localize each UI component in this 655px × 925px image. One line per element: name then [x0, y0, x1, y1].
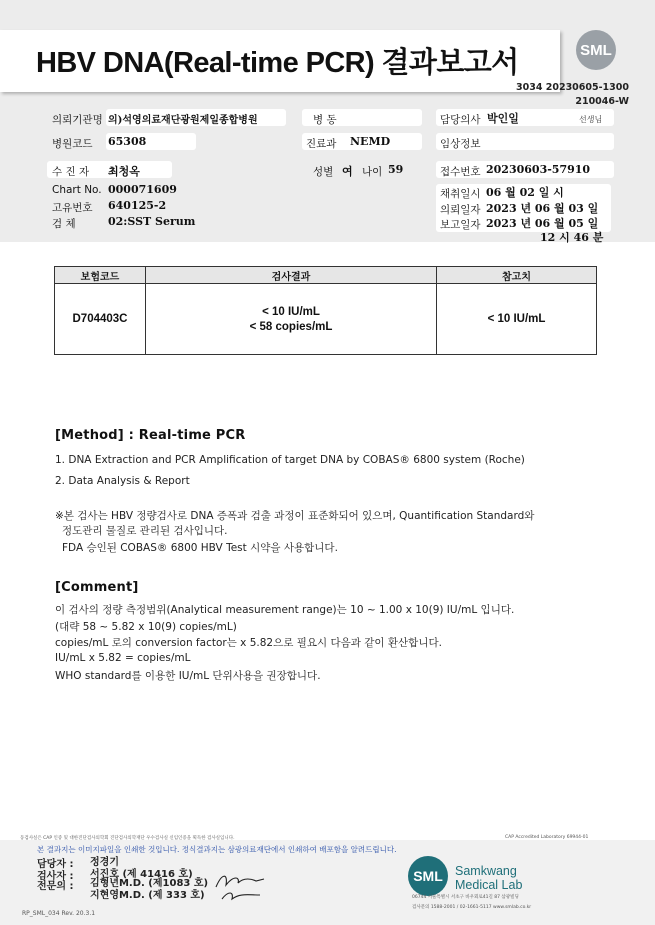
- insurance-code-cell: D704403C: [55, 284, 146, 355]
- institution-value: 의)석영의료재단광원제일종합병원: [108, 115, 258, 126]
- unique-value: 640125-2: [108, 199, 167, 212]
- sml-logo: SML: [576, 30, 616, 70]
- name-value: 최청옥: [108, 165, 140, 178]
- dept-value: NEMD: [350, 135, 391, 148]
- request-label: 의뢰일자: [440, 204, 481, 216]
- staff-role-1: 담당자 :: [37, 859, 74, 870]
- age-label: 나이: [362, 166, 383, 178]
- address-line-2: 검사문의 1588-2001 / 02-1661-5117 www.smlab.co.kr: [412, 905, 532, 910]
- chart-value: 000071609: [108, 183, 177, 196]
- comment-line-3: copies/mL 로의 conversion factor는 x 5.82으로 필요시 다음과 같이 환산합니다.: [55, 637, 442, 649]
- comment-heading: [Comment]: [55, 580, 139, 595]
- print-notice: 본 결과지는 이미지파일을 인쇄한 것입니다. 정식결과지는 삼광의료재단에서 인쇄하여 배포함을 알려드립니다.: [37, 845, 397, 854]
- report-label: 보고일자: [440, 219, 481, 231]
- staff-role-2: 검사자 :: [37, 871, 74, 882]
- method-item-1: 1. DNA Extraction and PCR Amplification of target DNA by COBAS® 6800 system (Roche): [55, 454, 525, 466]
- ward-label: 병 동: [313, 114, 337, 126]
- staff-name-3: 김형년M.D. (제1083 호): [90, 878, 209, 889]
- result-iu: < 10 IU/mL: [262, 305, 320, 318]
- collect-label: 채취일시: [440, 188, 481, 200]
- hospital-code-label: 병원코드: [52, 138, 93, 150]
- age-value: 59: [388, 163, 404, 176]
- specimen-label: 검 체: [52, 218, 76, 230]
- method-heading: [Method] : Real-time PCR: [55, 428, 246, 443]
- method-note-3: FDA 승인된 COBAS® 6800 HBV Test 시약을 사용합니다.: [62, 542, 338, 554]
- dept-label: 진료과: [306, 138, 337, 150]
- staff-name-4: 지현영M.D. (제 333 호): [90, 890, 205, 901]
- method-item-2: 2. Data Analysis & Report: [55, 475, 190, 487]
- brand-line-1: Samkwang: [455, 864, 517, 878]
- brand-logo: SML: [408, 856, 448, 896]
- col-insurance-code: 보험코드: [55, 267, 146, 284]
- request-value: 2023 년 06 월 03 일: [486, 202, 599, 215]
- staff-role-3: 전문의 :: [37, 881, 74, 892]
- sex-label: 성별: [313, 166, 334, 178]
- report-time: 12 시 46 분: [540, 231, 604, 244]
- hospital-code-value: 65308: [108, 135, 147, 148]
- signature-mark: [212, 867, 272, 903]
- unique-label: 고유번호: [52, 202, 93, 214]
- cap-accreditation: CAP Accredited Laboratory 69944-01: [505, 835, 589, 840]
- comment-line-1: 이 검사의 정량 측정범위(Analytical measurement range)는 10 ~ 1.00 x 10(9) IU/mL 입니다.: [55, 604, 515, 616]
- institution-label: 의뢰기관명: [52, 114, 103, 126]
- staff-name-2: 서진호 (제 41416 호): [90, 869, 193, 880]
- comment-line-5: WHO standard를 이용한 IU/mL 단위사용을 권장합니다.: [55, 670, 321, 682]
- collect-value: 06 월 02 일 시: [486, 186, 564, 199]
- address-line-1: 06744 서울특별시 서초구 바우뫼로41길 87 삼광빌딩: [412, 895, 519, 900]
- doc-number-1: 3034 20230605-1300: [515, 82, 629, 93]
- page-title: HBV DNA(Real-time PCR) 결과보고서: [36, 47, 519, 79]
- brand-line-2: Medical Lab: [455, 878, 523, 892]
- comment-line-4: IU/mL x 5.82 = copies/mL: [55, 652, 191, 664]
- clinical-label: 임상정보: [440, 138, 481, 150]
- result-table: [54, 266, 597, 355]
- doctor-label: 담당의사: [440, 114, 481, 126]
- result-copies: < 58 copies/mL: [249, 320, 333, 333]
- table-row: [55, 284, 597, 355]
- staff-name-1: 정경기: [90, 857, 119, 868]
- report-value: 2023 년 06 월 05 일: [486, 217, 599, 230]
- chart-label: Chart No.: [52, 184, 102, 196]
- receipt-label: 접수번호: [440, 166, 481, 178]
- result-cell: [146, 284, 437, 355]
- name-label: 수 진 자: [52, 166, 90, 178]
- receipt-value: 20230603-57910: [486, 163, 591, 176]
- doctor-suffix: 선생님: [579, 115, 603, 124]
- method-note-1: ※본 검사는 HBV 정량검사로 DNA 증폭과 검출 과정이 표준화되어 있으며, Quantification Standard와: [55, 510, 535, 522]
- col-reference: 참고치: [437, 267, 597, 284]
- specimen-value: 02:SST Serum: [108, 215, 196, 228]
- sex-value: 여: [342, 165, 353, 178]
- col-result: 검사결과: [146, 267, 437, 284]
- footer-fine-print: 동검사실은 CAP 인증 및 대한진단검사의학회 진단검사의학재단 우수검사실 신임인증을 획득한 검사실입니다.: [20, 836, 235, 841]
- comment-line-2: (대략 58 ~ 5.82 x 10(9) copies/mL): [55, 621, 237, 633]
- table-header-row: [55, 267, 597, 284]
- doc-number-2: 210046-W: [575, 96, 629, 107]
- doctor-value: 박인일: [487, 112, 519, 125]
- form-code: RP_SML_034 Rev. 20.3.1: [22, 910, 96, 917]
- method-note-2: 정도관리 물질로 관리된 검사입니다.: [62, 525, 228, 537]
- reference-cell: < 10 IU/mL: [437, 284, 597, 355]
